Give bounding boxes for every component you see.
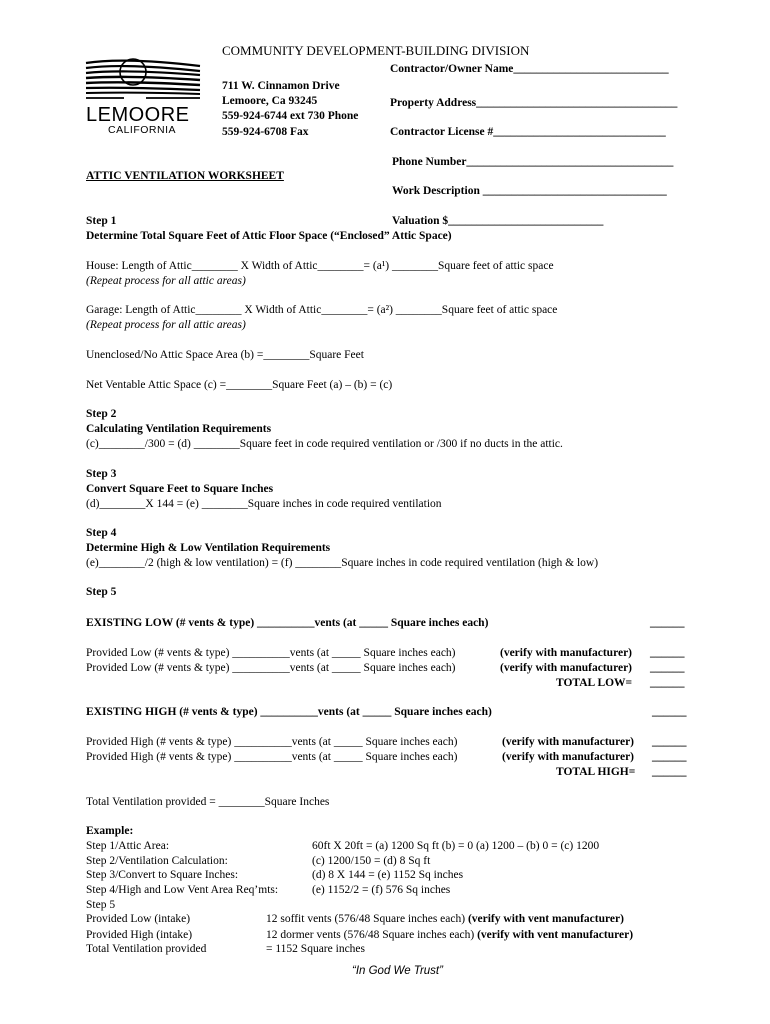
phone-number-field[interactable]: Phone Number____________________________________ [392,156,674,168]
total-high-label: TOTAL HIGH= [556,766,636,778]
unenclosed-line[interactable]: Unenclosed/No Attic Space Area (b) =________Square Feet [86,349,364,361]
provided-low-total-1[interactable]: ______ [650,647,685,659]
provided-low-line-1[interactable]: Provided Low (# vents & type) __________vents (at _____ Square inches each) [86,647,456,659]
garage-note: (Repeat process for all attic areas) [86,319,246,331]
example-row-label: Step 3/Convert to Square Inches: [86,869,239,881]
total-ventilation-line[interactable]: Total Ventilation provided = ________Square Inches [86,796,330,808]
example-step5: Step 5 [86,899,116,911]
step5-heading: Step 5 [86,586,117,598]
worksheet-title: ATTIC VENTILATION WORKSHEET [86,170,284,182]
provided-high-line-2[interactable]: Provided High (# vents & type) __________vents (at _____ Square inches each) [86,751,458,763]
example-low-value: 12 soffit vents (576/48 Square inches each) (verify with vent manufacturer) [266,913,624,925]
example-row-value: (c) 1200/150 = (d) 8 Sq ft [312,855,431,867]
step2-heading: Step 2 [86,408,117,420]
step4-heading: Step 4 [86,527,117,539]
address-line-1: 711 W. Cinnamon Drive [222,80,340,92]
provided-low-line-2[interactable]: Provided Low (# vents & type) __________vents (at _____ Square inches each) [86,662,456,674]
provided-high-total-2[interactable]: ______ [652,751,687,763]
house-line[interactable]: House: Length of Attic________ X Width of Attic________= (a¹) ________Square feet of attic space [86,260,554,272]
example-high-value: 12 dormer vents (576/48 Square inches each) (verify with vent manufacturer) [266,929,634,941]
step1-subheading: Determine Total Square Feet of Attic Floor Space (“Enclosed” Attic Space) [86,230,452,242]
example-row-label: Step 4/High and Low Vent Area Req’mts: [86,884,279,896]
step4-subheading: Determine High & Low Ventilation Requirements [86,542,331,554]
example-heading: Example: [86,825,134,837]
verify-note: (verify with manufacturer) [500,662,633,674]
provided-high-total-1[interactable]: ______ [652,736,687,748]
verify-note: (verify with manufacturer) [502,751,635,763]
example-row-label: Step 2/Ventilation Calculation: [86,855,228,867]
verify-note: (verify with manufacturer) [500,647,633,659]
work-description-field[interactable]: Work Description ________________________________ [392,185,667,197]
example-row-value: (e) 1152/2 = (f) 576 Sq inches [312,884,451,896]
provided-low-total-2[interactable]: ______ [650,662,685,674]
example-row-value: (d) 8 X 144 = (e) 1152 Sq inches [312,869,464,881]
total-low-label: TOTAL LOW= [556,677,633,689]
logo-subtitle: CALIFORNIA [108,124,177,136]
step3-subheading: Convert Square Feet to Square Inches [86,483,274,495]
example-high-label: Provided High (intake) [86,929,193,941]
contractor-license-field[interactable]: Contractor License #______________________________ [390,126,666,138]
verify-note: (verify with manufacturer) [502,736,635,748]
lemoore-logo-icon [84,55,202,107]
property-address-field[interactable]: Property Address___________________________________ [390,97,678,109]
logo-wordmark: LEMOORE [86,104,190,126]
example-row-label: Step 1/Attic Area: [86,840,170,852]
provided-high-line-1[interactable]: Provided High (# vents & type) __________vents (at _____ Square inches each) [86,736,458,748]
example-low-label: Provided Low (intake) [86,913,191,925]
example-row-value: 60ft X 20ft = (a) 1200 Sq ft (b) = 0 (a) 1200 – (b) 0 = (c) 1200 [312,840,600,852]
existing-high-line[interactable]: EXISTING HIGH (# vents & type) __________vents (at _____ Square inches each) [86,706,492,718]
address-line-2: Lemoore, Ca 93245 [222,95,318,107]
step2-subheading: Calculating Ventilation Requirements [86,423,272,435]
existing-low-total[interactable]: ______ [650,617,685,629]
existing-low-line[interactable]: EXISTING LOW (# vents & type) __________vents (at _____ Square inches each) [86,617,489,629]
step3-heading: Step 3 [86,468,117,480]
total-high-value[interactable]: ______ [652,766,687,778]
example-total-label: Total Ventilation provided [86,943,207,955]
contractor-owner-field[interactable]: Contractor/Owner Name___________________________ [390,63,669,75]
house-note: (Repeat process for all attic areas) [86,275,246,287]
step2-line[interactable]: (c)________/300 = (d) ________Square feet in code required ventilation or /300 if no ducts in the attic. [86,438,563,450]
footer-motto: “In God We Trust” [352,965,443,977]
total-low-value[interactable]: ______ [650,677,685,689]
garage-line[interactable]: Garage: Length of Attic________ X Width of Attic________= (a²) ________Square feet of attic space [86,304,558,316]
existing-high-total[interactable]: ______ [652,706,687,718]
step4-line[interactable]: (e)________/2 (high & low ventilation) = (f) ________Square inches in code required ventilation (high & low) [86,557,599,569]
step1-heading: Step 1 [86,215,117,227]
step3-line[interactable]: (d)________X 144 = (e) ________Square inches in code required ventilation [86,498,442,510]
fax-line: 559-924-6708 Fax [222,126,309,138]
valuation-field[interactable]: Valuation $___________________________ [392,215,604,227]
example-total-value: = 1152 Square inches [266,943,365,955]
org-title: COMMUNITY DEVELOPMENT-BUILDING DIVISION [222,43,530,58]
phone-line: 559-924-6744 ext 730 Phone [222,110,359,122]
net-ventable-line[interactable]: Net Ventable Attic Space (c) =________Square Feet (a) – (b) = (c) [86,379,393,391]
